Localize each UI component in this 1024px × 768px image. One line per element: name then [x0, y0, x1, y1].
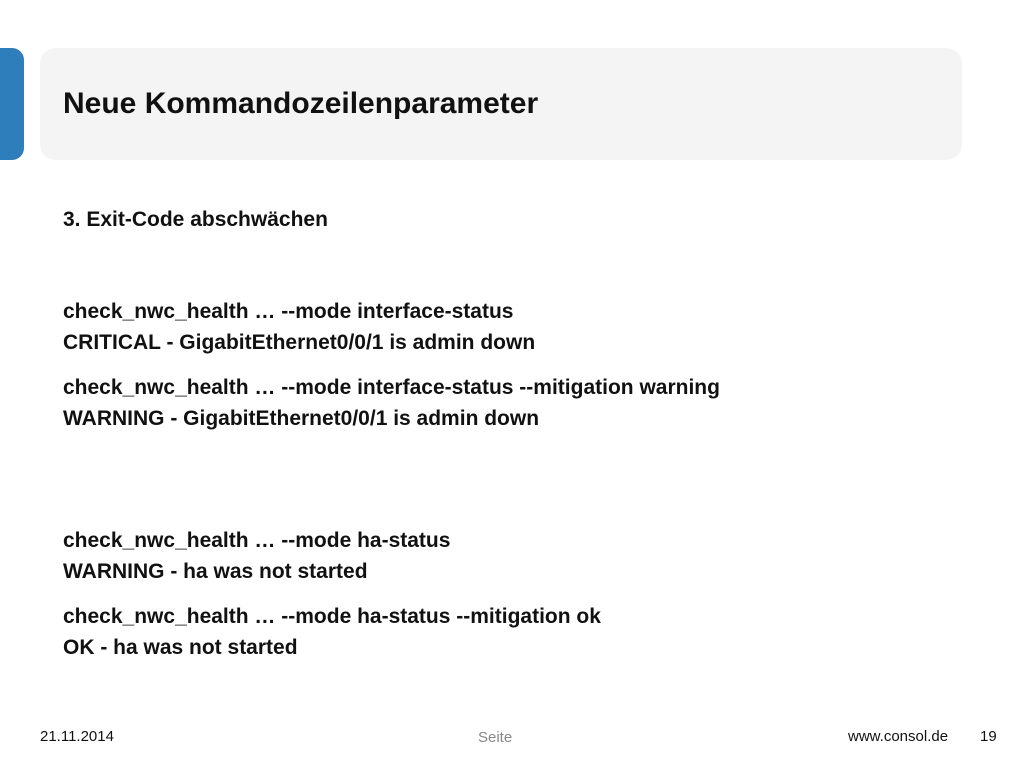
example-output: WARNING - ha was not started — [63, 560, 368, 583]
example-block — [63, 525, 450, 587]
example-command: check_nwc_health … --mode interface-status --mitigation warning — [63, 376, 720, 399]
example-block — [63, 296, 535, 358]
slide-title: Neue Kommandozeilenparameter — [63, 87, 539, 120]
example-command: check_nwc_health … --mode ha-status — [63, 529, 451, 552]
example-block — [63, 372, 720, 434]
example-output: OK - ha was not started — [63, 636, 298, 659]
footer-url[interactable]: www.consol.de — [848, 728, 949, 745]
example-block — [63, 601, 601, 663]
footer-page-number: 19 — [980, 728, 997, 745]
example-command: check_nwc_health … --mode interface-status — [63, 300, 514, 323]
accent-bar — [0, 48, 24, 160]
example-output: CRITICAL - GigabitEthernet0/0/1 is admin down — [63, 331, 536, 354]
example-output: WARNING - GigabitEthernet0/0/1 is admin down — [63, 407, 540, 430]
footer-date: 21.11.2014 — [40, 728, 114, 745]
example-command: check_nwc_health … --mode ha-status --mitigation ok — [63, 605, 601, 628]
section-heading: 3. Exit-Code abschwächen — [63, 208, 328, 231]
footer-page-label: Seite — [478, 729, 513, 746]
